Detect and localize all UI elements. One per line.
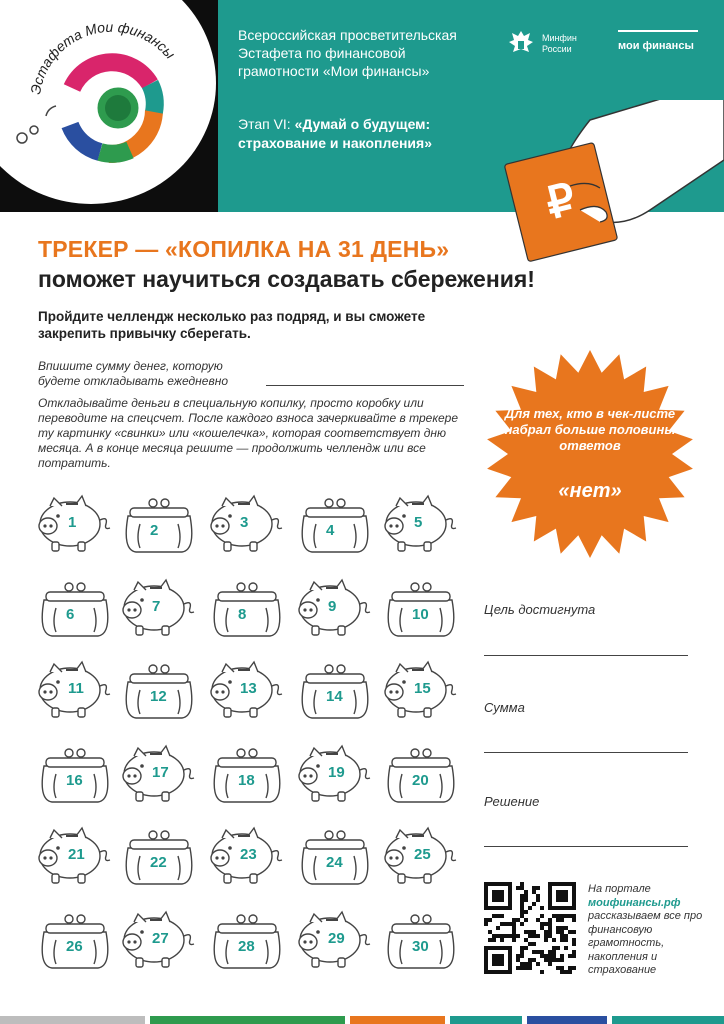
tracker-day-17[interactable] bbox=[120, 744, 198, 808]
day-number: 20 bbox=[412, 772, 429, 789]
tracker-day-9[interactable] bbox=[296, 578, 374, 642]
purse-icon bbox=[36, 578, 114, 642]
tracker-day-30[interactable] bbox=[382, 910, 460, 974]
portal-suffix: рассказываем все про финансовую грамотность, накопления и страхование bbox=[588, 910, 703, 976]
day-number: 28 bbox=[238, 938, 255, 955]
footer-bar-teal-2 bbox=[612, 1016, 724, 1024]
stage-name: «Думай о будущем: страхование и накопления» bbox=[238, 116, 432, 151]
tracker-day-20[interactable] bbox=[382, 744, 460, 808]
stage-prefix: Этап VI: bbox=[238, 116, 295, 132]
day-number: 1 bbox=[68, 514, 77, 531]
tracker-subtitle: поможет научиться создавать сбережения! bbox=[38, 266, 535, 292]
decision-field[interactable] bbox=[484, 846, 688, 847]
purse-icon bbox=[208, 578, 286, 642]
ministry-name: Минфин России bbox=[542, 33, 577, 54]
goal-field[interactable] bbox=[484, 655, 688, 656]
footer-bar-orange bbox=[350, 1016, 445, 1024]
tracker-day-6[interactable] bbox=[36, 578, 114, 642]
brand-line bbox=[618, 30, 698, 32]
day-number: 9 bbox=[328, 598, 337, 615]
day-number: 12 bbox=[150, 688, 167, 705]
day-number: 10 bbox=[412, 606, 429, 623]
day-number: 13 bbox=[240, 680, 257, 697]
tracker-day-22[interactable] bbox=[120, 826, 198, 890]
day-number: 22 bbox=[150, 854, 167, 871]
day-number: 14 bbox=[326, 688, 343, 705]
tracker-day-4[interactable] bbox=[296, 494, 374, 558]
day-number: 16 bbox=[66, 772, 83, 789]
tracker-day-24[interactable] bbox=[296, 826, 374, 890]
tracker-day-1[interactable] bbox=[36, 494, 114, 558]
day-number: 21 bbox=[68, 846, 85, 863]
day-number: 3 bbox=[240, 514, 249, 531]
day-number: 23 bbox=[240, 846, 257, 863]
tracker-day-14[interactable] bbox=[296, 660, 374, 724]
tracker-day-2[interactable] bbox=[120, 494, 198, 558]
tracker-day-23[interactable] bbox=[208, 826, 286, 890]
day-number: 5 bbox=[414, 514, 423, 531]
tracker-day-11[interactable] bbox=[36, 660, 114, 724]
purse-icon bbox=[296, 494, 374, 558]
footer-bar-gray bbox=[0, 1016, 145, 1024]
qr-code-icon[interactable] bbox=[484, 882, 576, 974]
amount-field[interactable] bbox=[266, 385, 464, 386]
purse-icon bbox=[120, 494, 198, 558]
sum-label: Сумма bbox=[484, 700, 525, 715]
day-number: 24 bbox=[326, 854, 343, 871]
tracker-day-7[interactable] bbox=[120, 578, 198, 642]
tracker-day-29[interactable] bbox=[296, 910, 374, 974]
tracker-day-28[interactable] bbox=[208, 910, 286, 974]
tracker-day-5[interactable] bbox=[382, 494, 460, 558]
ministry-logo bbox=[504, 27, 582, 61]
lead-text: Пройдите челлендж несколько раз подряд, и вы сможете закрепить привычку сберегать. bbox=[38, 309, 426, 341]
tracker-day-21[interactable] bbox=[36, 826, 114, 890]
day-number: 8 bbox=[238, 606, 247, 623]
eagle-icon bbox=[504, 27, 538, 61]
instructions-text: Откладывайте деньги в специальную копилку, просто коробку или переводите на спецсчет. После каждого взноса зачеркивайте в трекере ту картинку «свинки» или «кошелечка», которая соответствует дню месяца. А в конце месяца решите — продолжить челлендж или все потратить. bbox=[38, 396, 458, 470]
footer-bar-green bbox=[150, 1016, 345, 1024]
tracker-day-10[interactable] bbox=[382, 578, 460, 642]
starburst-badge-icon bbox=[480, 348, 700, 560]
tracker-day-15[interactable] bbox=[382, 660, 460, 724]
decision-label: Решение bbox=[484, 794, 540, 809]
day-number: 4 bbox=[326, 522, 335, 539]
day-number: 25 bbox=[414, 846, 431, 863]
sum-field[interactable] bbox=[484, 752, 688, 753]
portal-link[interactable]: моифинансы.рф bbox=[588, 896, 681, 909]
relay-logo-icon bbox=[0, 0, 218, 212]
tracker-day-13[interactable] bbox=[208, 660, 286, 724]
tracker-day-3[interactable] bbox=[208, 494, 286, 558]
tracker-title: ТРЕКЕР — «КОПИЛКА НА 31 ДЕНЬ» bbox=[38, 236, 450, 262]
portal-prefix: На портале bbox=[588, 883, 651, 895]
tracker-day-19[interactable] bbox=[296, 744, 374, 808]
relay-title: Всероссийская просветительская Эстафета по финансовой грамотности «Мои финансы» bbox=[238, 27, 457, 79]
day-number: 27 bbox=[152, 930, 169, 947]
day-number: 26 bbox=[66, 938, 83, 955]
day-number: 15 bbox=[414, 680, 431, 697]
tracker-day-25[interactable] bbox=[382, 826, 460, 890]
amount-prompt: Впишите сумму денег, которую будете откладывать ежедневно bbox=[38, 359, 229, 388]
day-number: 11 bbox=[68, 680, 84, 697]
day-number: 19 bbox=[328, 764, 345, 781]
badge-answer: «нет» bbox=[558, 480, 622, 502]
tracker-day-27[interactable] bbox=[120, 910, 198, 974]
day-number: 29 bbox=[328, 930, 345, 947]
tracker-day-18[interactable] bbox=[208, 744, 286, 808]
footer-bar-blue bbox=[527, 1016, 607, 1024]
day-number: 30 bbox=[412, 938, 429, 955]
day-number: 2 bbox=[150, 522, 159, 539]
brand-logo: мои финансы bbox=[618, 40, 694, 52]
badge-text: Для тех, кто в чек-листе набрал больше половины ответов bbox=[504, 406, 676, 453]
logo-text: Эстафета Мои финансы bbox=[27, 18, 179, 96]
hand-with-money-icon bbox=[500, 100, 724, 270]
day-number: 6 bbox=[66, 606, 75, 623]
footer-bar-teal bbox=[450, 1016, 522, 1024]
tracker-day-26[interactable] bbox=[36, 910, 114, 974]
day-number: 18 bbox=[238, 772, 255, 789]
svg-text:₽: ₽ bbox=[541, 174, 581, 229]
day-number: 17 bbox=[152, 764, 169, 781]
day-number: 7 bbox=[152, 598, 161, 615]
stage-title bbox=[238, 115, 518, 153]
tracker-day-16[interactable] bbox=[36, 744, 114, 808]
tracker-day-12[interactable] bbox=[120, 660, 198, 724]
tracker-day-8[interactable] bbox=[208, 578, 286, 642]
portal-text bbox=[588, 883, 718, 978]
goal-label: Цель достигнута bbox=[484, 602, 596, 617]
